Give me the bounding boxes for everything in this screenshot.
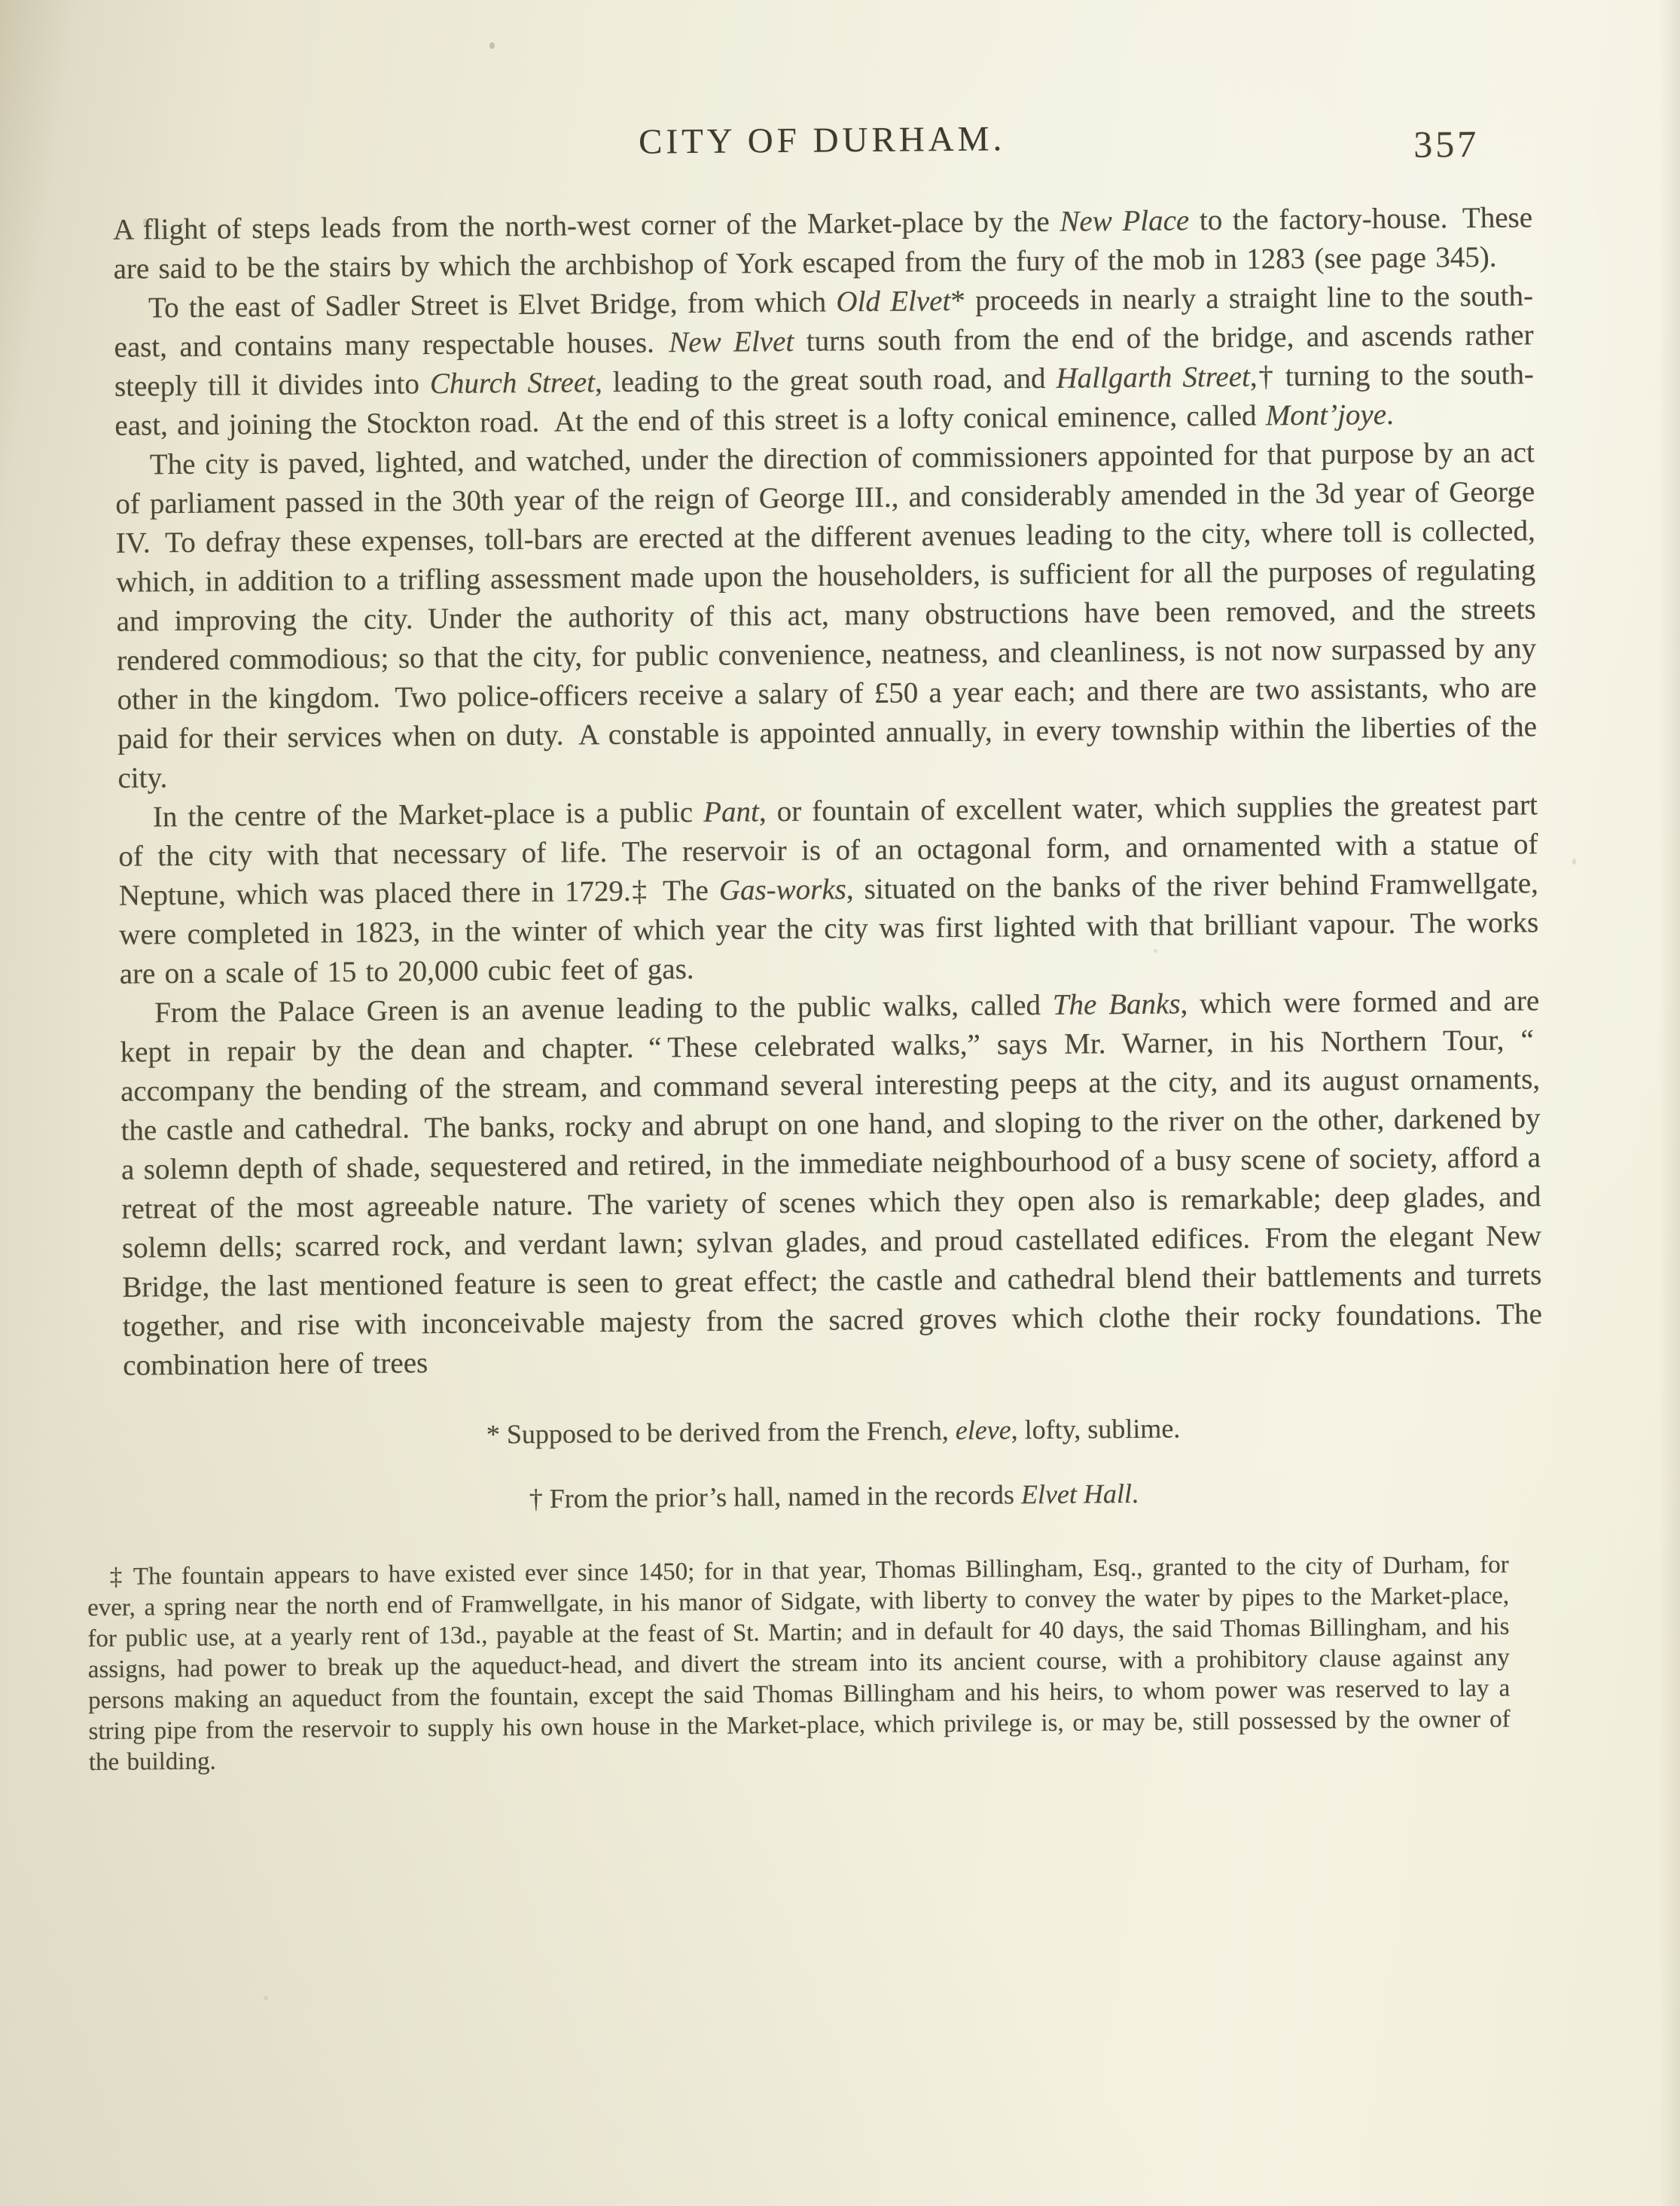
body-paragraph: From the Palace Green is an avenue leading to the public walks, called The Banks, which were formed and are kept in repair by the dean and chapter. “ These celebrated walks,” says Mr. Warner, in his Northern Tour, “ accompany the bending of the stream, and command several interesting peeps at the city, and its august ornaments, the castle and cathedral. The banks, rocky and abrupt on one hand, and sloping to the river on the other, darkened by a solemn depth of shade, sequestered and retired, in the immediate neighbourhood of a busy scene of society, afford a retreat of the most agreeable nature. The variety of scenes which they open also is remarkable; deep glades, and solemn dells; scarred rock, and verdant lawn; sylvan glades, and proud castellated edifices. From the elegant New Bridge, the last mentioned feature is seen to great effect; the castle and cathedral blend their battlements and turrets together, and rise with inconceivable majesty from the sacred groves which clothe their rocky foundations. The combination here of trees [120,984,1542,1382]
page-content [87,114,1546,1777]
body-paragraph: The city is paved, lighted, and watched, under the direction of commissioners appointed for that purpose by an act of parliament passed in the 30th year of the reign of George III., and considerably amended in the 3d year of George IV. To defray these expenses, toll-bars are erected at the different avenues leading to the city, where toll is collected, which, in addition to a trifling assessment made upon the householders, is sufficient for all the purposes of regulating and improving the city. Under the authority of this act, many obstructions have been removed, and the streets rendered commodious; so that the city, for public convenience, neatness, and cleanliness, is not now surpassed by any other in the kingdom. Two police-officers receive a salary of £50 a year each; and there are two assistants, who are paid for their services when on duty. A constable is appointed annually, in every township within the liberties of the city. [115,436,1538,795]
paper-speck [264,1996,268,2000]
footnote-dagger: † From the prior’s hall, named in the records Elvet Hall. [529,1478,1139,1514]
footnote-double-dagger: ‡ The fountain appears to have existed ever since 1450; for in that year, Thomas Billingham, Esq., granted to the city of Durham, for ever, a spring near the north end of Framwellgate, in his manor of Sidgate, with liberty to convey the water by pipes to the Market-place, for public use, at a yearly rent of 13d., payable at the feast of St. Martin; and in default for 40 days, the said Thomas Billingham, and his assigns, had power to break up the aqueduct-head, and divert the stream into its ancient course, with a prohibitory clause against any persons making an aqueduct from the fountain, except the said Thomas Billingham and his heirs, to whom power was reserved to lay a string pipe from the reservoir to supply his own house in the Market-place, which privilege is, or may be, still possessed by the owner of the building. [87,1551,1511,1777]
page-edge-shadow [1659,0,1680,2206]
body-paragraph: In the centre of the Market-place is a public Pant, or fountain of excellent water, which supplies the greatest part of the city with that necessary of life. The reservoir is of an octagonal form, and ornamented with a statue of Neptune, which was placed there in 1729.‡ The Gas-works, situated on the banks of the river behind Framwellgate, were completed in 1823, in the winter of which year the city was first lighted with that brilliant vapour. The works are on a scale of 15 to 20,000 cubic feet of gas. [118,789,1539,990]
page-title: CITY OF DURHAM. [638,119,1006,162]
body-paragraph: To the east of Sadler Street is Elvet Bridge, from which Old Elvet* proceeds in nearly a straight line to the south-east, and contains many respectable houses. New Elvet turns south from the end of the bridge, and ascends rather steeply till it divides into Church Street, leading to the great south road, and Hallgarth Street,† turning to the south-east, and joining the Stockton road. At the end of this street is a lofty conical eminence, called Mont’joye. [114,279,1535,442]
page-header [112,114,1532,166]
body-text [113,198,1543,1385]
page-number: 357 [1413,122,1480,166]
footnote-asterisk: * Supposed to be derived from the French, eleve, lofty, sublime. [486,1413,1181,1450]
paper-speck [489,42,495,49]
paper-speck [1572,859,1576,865]
body-paragraph: A flight of steps leads from the north-west corner of the Market-place by the New Place to the factory-house. These are said to be the stairs by which the archbishop of York escaped from the fury of the mob in 1283 (see page 345). [112,201,1533,285]
